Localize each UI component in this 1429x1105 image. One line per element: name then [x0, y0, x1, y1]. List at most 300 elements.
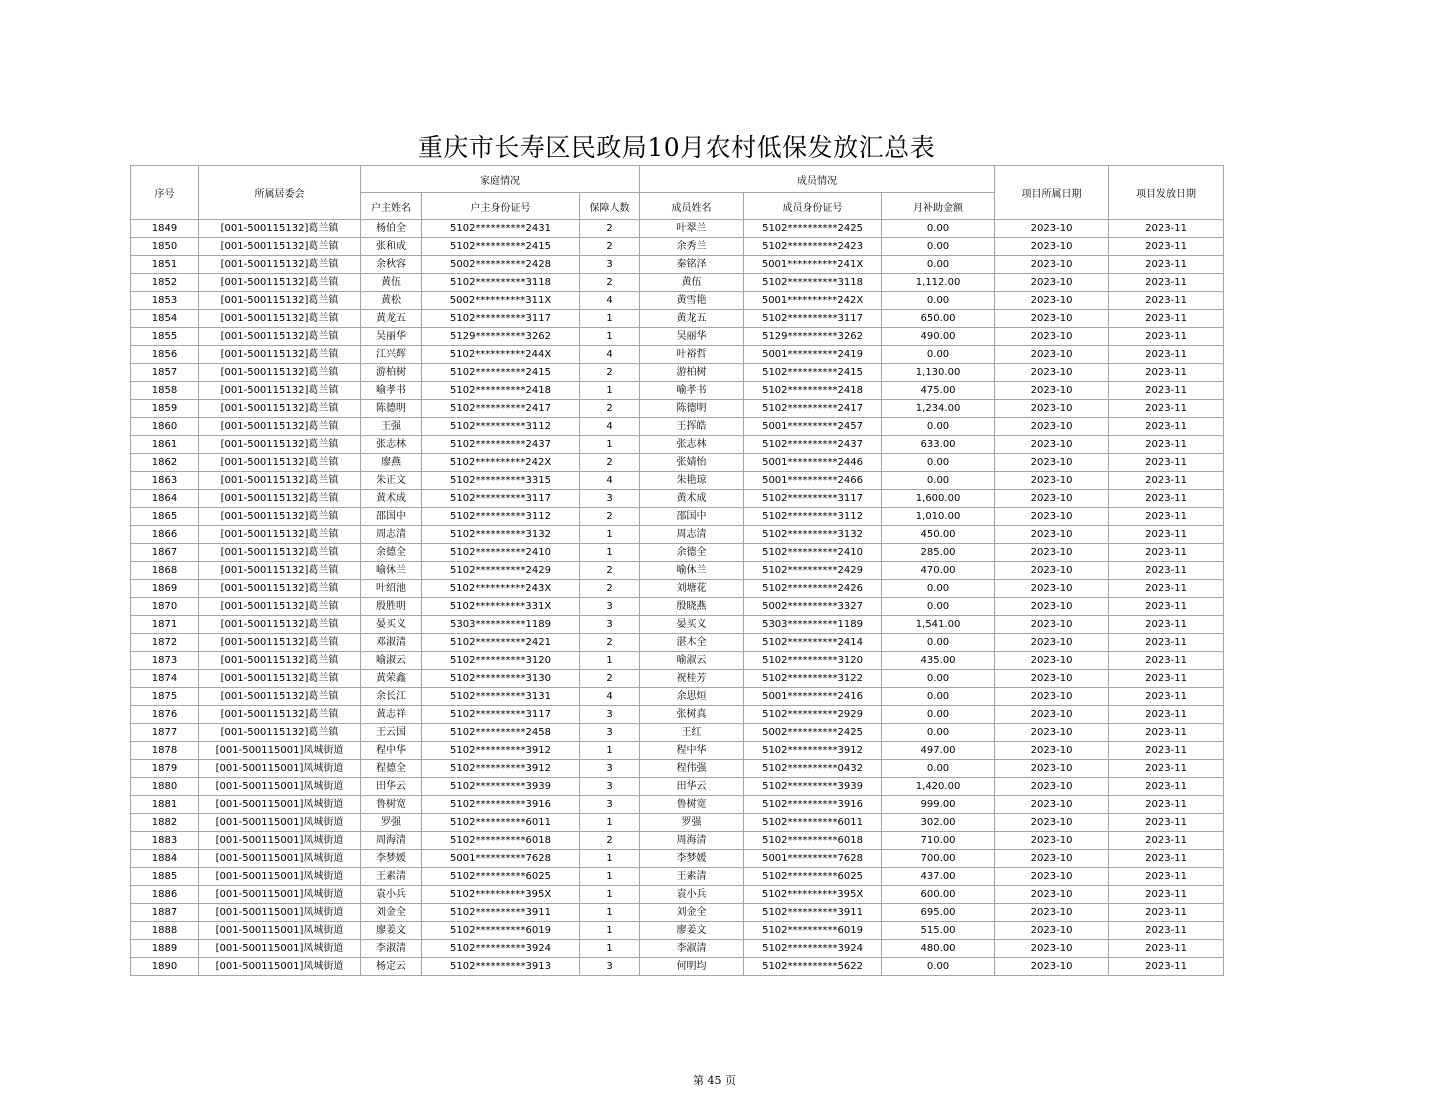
allowance-summary-table: [130, 165, 1224, 976]
header-project-date: 项目所属日期: [995, 166, 1109, 220]
count-cell: 1: [580, 436, 640, 454]
table-row: [131, 958, 1224, 976]
header-member-group: 成员情况: [640, 166, 995, 193]
amount-cell: 285.00: [882, 544, 995, 562]
member-name-cell: 张婧怡: [640, 454, 744, 472]
seq-cell: 1881: [131, 796, 199, 814]
amount-cell: 1,130.00: [882, 364, 995, 382]
member-name-cell: 廖姜文: [640, 922, 744, 940]
table-row: [131, 400, 1224, 418]
count-cell: 2: [580, 364, 640, 382]
seq-cell: 1855: [131, 328, 199, 346]
count-cell: 4: [580, 292, 640, 310]
seq-cell: 1866: [131, 526, 199, 544]
issue-date-cell: 2023-11: [1109, 400, 1224, 418]
head-id-cell: 5102**********6011: [422, 814, 580, 832]
project-date-cell: 2023-10: [995, 922, 1109, 940]
head-name-cell: 刘金全: [361, 904, 422, 922]
project-date-cell: 2023-10: [995, 544, 1109, 562]
member-id-cell: 5102**********3939: [744, 778, 882, 796]
head-id-cell: 5102**********3131: [422, 688, 580, 706]
member-name-cell: 张树真: [640, 706, 744, 724]
member-id-cell: 5102**********2437: [744, 436, 882, 454]
member-id-cell: 5102**********2415: [744, 364, 882, 382]
project-date-cell: 2023-10: [995, 652, 1109, 670]
amount-cell: 650.00: [882, 310, 995, 328]
table-row: [131, 292, 1224, 310]
member-name-cell: 吴丽华: [640, 328, 744, 346]
head-id-cell: 5102**********2431: [422, 220, 580, 238]
table-row: [131, 526, 1224, 544]
project-date-cell: 2023-10: [995, 778, 1109, 796]
issue-date-cell: 2023-11: [1109, 598, 1224, 616]
head-name-cell: 王强: [361, 418, 422, 436]
count-cell: 1: [580, 868, 640, 886]
member-id-cell: 5102**********3132: [744, 526, 882, 544]
committee-cell: [001-500115132]葛兰镇: [199, 238, 361, 256]
member-id-cell: 5001**********2466: [744, 472, 882, 490]
count-cell: 1: [580, 850, 640, 868]
head-name-cell: 袁小兵: [361, 886, 422, 904]
count-cell: 4: [580, 688, 640, 706]
head-id-cell: 5102**********3117: [422, 490, 580, 508]
head-id-cell: 5102**********2415: [422, 238, 580, 256]
head-id-cell: 5129**********3262: [422, 328, 580, 346]
issue-date-cell: 2023-11: [1109, 382, 1224, 400]
head-name-cell: 罗强: [361, 814, 422, 832]
project-date-cell: 2023-10: [995, 418, 1109, 436]
project-date-cell: 2023-10: [995, 958, 1109, 976]
table-row: [131, 436, 1224, 454]
committee-cell: [001-500115132]葛兰镇: [199, 220, 361, 238]
member-id-cell: 5102**********2410: [744, 544, 882, 562]
issue-date-cell: 2023-11: [1109, 940, 1224, 958]
head-name-cell: 余长江: [361, 688, 422, 706]
head-name-cell: 游柏树: [361, 364, 422, 382]
issue-date-cell: 2023-11: [1109, 814, 1224, 832]
page-number: 第 45 页: [693, 1074, 736, 1087]
amount-cell: 0.00: [882, 706, 995, 724]
member-name-cell: 王挥皓: [640, 418, 744, 436]
count-cell: 2: [580, 238, 640, 256]
count-cell: 1: [580, 922, 640, 940]
head-name-cell: 张和成: [361, 238, 422, 256]
head-id-cell: 5102**********3916: [422, 796, 580, 814]
table-row: [131, 868, 1224, 886]
committee-cell: [001-500115001]凤城街道: [199, 850, 361, 868]
amount-cell: 0.00: [882, 238, 995, 256]
head-id-cell: 5002**********2428: [422, 256, 580, 274]
member-name-cell: 陈德明: [640, 400, 744, 418]
header-member-id: 成员身份证号: [744, 193, 882, 220]
header-head-name: 户主姓名: [361, 193, 422, 220]
header-issue-date: 项目发放日期: [1109, 166, 1224, 220]
amount-cell: 302.00: [882, 814, 995, 832]
table-row: [131, 544, 1224, 562]
project-date-cell: 2023-10: [995, 814, 1109, 832]
member-id-cell: 5001**********2446: [744, 454, 882, 472]
seq-cell: 1863: [131, 472, 199, 490]
table-row: [131, 274, 1224, 292]
head-id-cell: 5102**********243X: [422, 580, 580, 598]
member-name-cell: 余秀兰: [640, 238, 744, 256]
seq-cell: 1878: [131, 742, 199, 760]
member-id-cell: 5102**********3912: [744, 742, 882, 760]
project-date-cell: 2023-10: [995, 274, 1109, 292]
count-cell: 3: [580, 760, 640, 778]
issue-date-cell: 2023-11: [1109, 796, 1224, 814]
head-id-cell: 5102**********2421: [422, 634, 580, 652]
head-id-cell: 5102**********395X: [422, 886, 580, 904]
committee-cell: [001-500115132]葛兰镇: [199, 346, 361, 364]
amount-cell: 0.00: [882, 454, 995, 472]
member-name-cell: 何明均: [640, 958, 744, 976]
member-name-cell: 喻孝书: [640, 382, 744, 400]
head-name-cell: 余秋容: [361, 256, 422, 274]
seq-cell: 1851: [131, 256, 199, 274]
member-name-cell: 黄伍: [640, 274, 744, 292]
head-id-cell: 5102**********3112: [422, 418, 580, 436]
amount-cell: 0.00: [882, 580, 995, 598]
amount-cell: 1,541.00: [882, 616, 995, 634]
member-name-cell: 张志林: [640, 436, 744, 454]
member-name-cell: 余思烜: [640, 688, 744, 706]
committee-cell: [001-500115001]凤城街道: [199, 868, 361, 886]
head-id-cell: 5102**********3912: [422, 742, 580, 760]
member-id-cell: 5001**********2457: [744, 418, 882, 436]
project-date-cell: 2023-10: [995, 706, 1109, 724]
committee-cell: [001-500115132]葛兰镇: [199, 274, 361, 292]
committee-cell: [001-500115132]葛兰镇: [199, 508, 361, 526]
seq-cell: 1856: [131, 346, 199, 364]
count-cell: 1: [580, 940, 640, 958]
committee-cell: [001-500115132]葛兰镇: [199, 310, 361, 328]
issue-date-cell: 2023-11: [1109, 292, 1224, 310]
issue-date-cell: 2023-11: [1109, 634, 1224, 652]
member-name-cell: 李梦媛: [640, 850, 744, 868]
head-id-cell: 5102**********3112: [422, 508, 580, 526]
count-cell: 1: [580, 382, 640, 400]
issue-date-cell: 2023-11: [1109, 562, 1224, 580]
project-date-cell: 2023-10: [995, 490, 1109, 508]
issue-date-cell: 2023-11: [1109, 904, 1224, 922]
amount-cell: 1,112.00: [882, 274, 995, 292]
head-id-cell: 5102**********3924: [422, 940, 580, 958]
committee-cell: [001-500115132]葛兰镇: [199, 328, 361, 346]
member-id-cell: 5102**********395X: [744, 886, 882, 904]
head-id-cell: 5102**********6019: [422, 922, 580, 940]
head-name-cell: 喻孝书: [361, 382, 422, 400]
head-name-cell: 王云国: [361, 724, 422, 742]
table-row: [131, 706, 1224, 724]
member-name-cell: 罗强: [640, 814, 744, 832]
member-id-cell: 5001**********241X: [744, 256, 882, 274]
project-date-cell: 2023-10: [995, 508, 1109, 526]
amount-cell: 0.00: [882, 220, 995, 238]
head-id-cell: 5102**********6025: [422, 868, 580, 886]
issue-date-cell: 2023-11: [1109, 688, 1224, 706]
count-cell: 3: [580, 778, 640, 796]
member-name-cell: 湛木全: [640, 634, 744, 652]
amount-cell: 0.00: [882, 760, 995, 778]
project-date-cell: 2023-10: [995, 220, 1109, 238]
project-date-cell: 2023-10: [995, 400, 1109, 418]
committee-cell: [001-500115132]葛兰镇: [199, 706, 361, 724]
count-cell: 3: [580, 958, 640, 976]
head-id-cell: 5102**********3939: [422, 778, 580, 796]
committee-cell: [001-500115132]葛兰镇: [199, 436, 361, 454]
issue-date-cell: 2023-11: [1109, 472, 1224, 490]
head-name-cell: 叶绍池: [361, 580, 422, 598]
table-row: [131, 742, 1224, 760]
head-name-cell: 江兴辉: [361, 346, 422, 364]
seq-cell: 1870: [131, 598, 199, 616]
member-name-cell: 周志清: [640, 526, 744, 544]
seq-cell: 1865: [131, 508, 199, 526]
issue-date-cell: 2023-11: [1109, 256, 1224, 274]
issue-date-cell: 2023-11: [1109, 868, 1224, 886]
member-id-cell: 5102**********3916: [744, 796, 882, 814]
count-cell: 3: [580, 724, 640, 742]
committee-cell: [001-500115132]葛兰镇: [199, 526, 361, 544]
issue-date-cell: 2023-11: [1109, 652, 1224, 670]
table-row: [131, 364, 1224, 382]
member-name-cell: 游柏树: [640, 364, 744, 382]
member-name-cell: 鲁树宽: [640, 796, 744, 814]
head-id-cell: 5102**********2417: [422, 400, 580, 418]
committee-cell: [001-500115132]葛兰镇: [199, 256, 361, 274]
header-family-group: 家庭情况: [361, 166, 640, 193]
member-name-cell: 周海清: [640, 832, 744, 850]
project-date-cell: 2023-10: [995, 940, 1109, 958]
head-name-cell: 黄伍: [361, 274, 422, 292]
head-id-cell: 5102**********3315: [422, 472, 580, 490]
count-cell: 3: [580, 598, 640, 616]
amount-cell: 0.00: [882, 346, 995, 364]
member-id-cell: 5102**********3118: [744, 274, 882, 292]
head-name-cell: 黄龙五: [361, 310, 422, 328]
committee-cell: [001-500115001]凤城街道: [199, 778, 361, 796]
head-name-cell: 李淑清: [361, 940, 422, 958]
issue-date-cell: 2023-11: [1109, 544, 1224, 562]
count-cell: 2: [580, 454, 640, 472]
issue-date-cell: 2023-11: [1109, 958, 1224, 976]
committee-cell: [001-500115132]葛兰镇: [199, 292, 361, 310]
issue-date-cell: 2023-11: [1109, 328, 1224, 346]
count-cell: 1: [580, 328, 640, 346]
head-id-cell: 5303**********1189: [422, 616, 580, 634]
member-id-cell: 5102**********2429: [744, 562, 882, 580]
head-name-cell: 邵国中: [361, 508, 422, 526]
table-row: [131, 796, 1224, 814]
member-name-cell: 喻休兰: [640, 562, 744, 580]
issue-date-cell: 2023-11: [1109, 724, 1224, 742]
member-name-cell: 黄术成: [640, 490, 744, 508]
project-date-cell: 2023-10: [995, 436, 1109, 454]
project-date-cell: 2023-10: [995, 598, 1109, 616]
member-name-cell: 刘金全: [640, 904, 744, 922]
table-row: [131, 562, 1224, 580]
issue-date-cell: 2023-11: [1109, 922, 1224, 940]
member-name-cell: 秦铭泽: [640, 256, 744, 274]
head-name-cell: 黄荣鑫: [361, 670, 422, 688]
project-date-cell: 2023-10: [995, 724, 1109, 742]
committee-cell: [001-500115132]葛兰镇: [199, 724, 361, 742]
count-cell: 1: [580, 310, 640, 328]
amount-cell: 600.00: [882, 886, 995, 904]
seq-cell: 1872: [131, 634, 199, 652]
member-id-cell: 5102**********2417: [744, 400, 882, 418]
seq-cell: 1849: [131, 220, 199, 238]
member-id-cell: 5102**********2414: [744, 634, 882, 652]
member-id-cell: 5102**********6018: [744, 832, 882, 850]
head-id-cell: 5102**********244X: [422, 346, 580, 364]
amount-cell: 0.00: [882, 724, 995, 742]
head-id-cell: 5102**********3130: [422, 670, 580, 688]
table-row: [131, 814, 1224, 832]
head-id-cell: 5102**********3132: [422, 526, 580, 544]
issue-date-cell: 2023-11: [1109, 418, 1224, 436]
seq-cell: 1887: [131, 904, 199, 922]
head-name-cell: 田华云: [361, 778, 422, 796]
count-cell: 2: [580, 220, 640, 238]
committee-cell: [001-500115132]葛兰镇: [199, 400, 361, 418]
table-row: [131, 634, 1224, 652]
project-date-cell: 2023-10: [995, 634, 1109, 652]
seq-cell: 1859: [131, 400, 199, 418]
head-id-cell: 5001**********7628: [422, 850, 580, 868]
seq-cell: 1852: [131, 274, 199, 292]
seq-cell: 1867: [131, 544, 199, 562]
member-id-cell: 5102**********2929: [744, 706, 882, 724]
table-header: [131, 166, 1224, 220]
head-name-cell: 程中华: [361, 742, 422, 760]
seq-cell: 1854: [131, 310, 199, 328]
member-id-cell: 5002**********3327: [744, 598, 882, 616]
committee-cell: [001-500115132]葛兰镇: [199, 562, 361, 580]
issue-date-cell: 2023-11: [1109, 886, 1224, 904]
project-date-cell: 2023-10: [995, 904, 1109, 922]
committee-cell: [001-500115132]葛兰镇: [199, 454, 361, 472]
member-name-cell: 殷晓燕: [640, 598, 744, 616]
amount-cell: 0.00: [882, 292, 995, 310]
head-name-cell: 黄志祥: [361, 706, 422, 724]
head-name-cell: 邓淑清: [361, 634, 422, 652]
member-name-cell: 余德全: [640, 544, 744, 562]
issue-date-cell: 2023-11: [1109, 346, 1224, 364]
committee-cell: [001-500115132]葛兰镇: [199, 634, 361, 652]
head-name-cell: 廖燕: [361, 454, 422, 472]
count-cell: 2: [580, 670, 640, 688]
table-row: [131, 886, 1224, 904]
amount-cell: 437.00: [882, 868, 995, 886]
member-id-cell: 5102**********3112: [744, 508, 882, 526]
amount-cell: 1,234.00: [882, 400, 995, 418]
member-id-cell: 5102**********3120: [744, 652, 882, 670]
project-date-cell: 2023-10: [995, 328, 1109, 346]
table-row: [131, 382, 1224, 400]
member-name-cell: 黄雪艳: [640, 292, 744, 310]
issue-date-cell: 2023-11: [1109, 670, 1224, 688]
project-date-cell: 2023-10: [995, 364, 1109, 382]
project-date-cell: 2023-10: [995, 238, 1109, 256]
issue-date-cell: 2023-11: [1109, 310, 1224, 328]
count-cell: 4: [580, 418, 640, 436]
member-name-cell: 喻淑云: [640, 652, 744, 670]
table-row: [131, 580, 1224, 598]
member-name-cell: 朱艳琼: [640, 472, 744, 490]
head-id-cell: 5102**********2429: [422, 562, 580, 580]
seq-cell: 1871: [131, 616, 199, 634]
count-cell: 2: [580, 274, 640, 292]
count-cell: 3: [580, 706, 640, 724]
head-id-cell: 5102**********6018: [422, 832, 580, 850]
issue-date-cell: 2023-11: [1109, 832, 1224, 850]
amount-cell: 0.00: [882, 688, 995, 706]
member-name-cell: 黄龙五: [640, 310, 744, 328]
head-name-cell: 黄松: [361, 292, 422, 310]
count-cell: 2: [580, 562, 640, 580]
seq-cell: 1861: [131, 436, 199, 454]
seq-cell: 1876: [131, 706, 199, 724]
project-date-cell: 2023-10: [995, 796, 1109, 814]
amount-cell: 470.00: [882, 562, 995, 580]
table-row: [131, 418, 1224, 436]
committee-cell: [001-500115132]葛兰镇: [199, 544, 361, 562]
head-name-cell: 张志林: [361, 436, 422, 454]
table-row: [131, 904, 1224, 922]
table-row: [131, 652, 1224, 670]
project-date-cell: 2023-10: [995, 670, 1109, 688]
member-id-cell: 5102**********3122: [744, 670, 882, 688]
member-id-cell: 5102**********3117: [744, 490, 882, 508]
member-id-cell: 5102**********3117: [744, 310, 882, 328]
seq-cell: 1860: [131, 418, 199, 436]
amount-cell: 1,420.00: [882, 778, 995, 796]
seq-cell: 1862: [131, 454, 199, 472]
count-cell: 2: [580, 400, 640, 418]
count-cell: 3: [580, 796, 640, 814]
committee-cell: [001-500115001]凤城街道: [199, 832, 361, 850]
table-row: [131, 472, 1224, 490]
seq-cell: 1875: [131, 688, 199, 706]
committee-cell: [001-500115001]凤城街道: [199, 922, 361, 940]
table-row: [131, 328, 1224, 346]
count-cell: 2: [580, 580, 640, 598]
amount-cell: 0.00: [882, 670, 995, 688]
project-date-cell: 2023-10: [995, 742, 1109, 760]
header-count: 保障人数: [580, 193, 640, 220]
project-date-cell: 2023-10: [995, 382, 1109, 400]
member-id-cell: 5102**********5622: [744, 958, 882, 976]
project-date-cell: 2023-10: [995, 868, 1109, 886]
count-cell: 1: [580, 544, 640, 562]
table-row: [131, 454, 1224, 472]
amount-cell: 1,010.00: [882, 508, 995, 526]
issue-date-cell: 2023-11: [1109, 580, 1224, 598]
head-id-cell: 5002**********311X: [422, 292, 580, 310]
member-name-cell: 王素清: [640, 868, 744, 886]
issue-date-cell: 2023-11: [1109, 454, 1224, 472]
table-row: [131, 238, 1224, 256]
committee-cell: [001-500115001]凤城街道: [199, 958, 361, 976]
project-date-cell: 2023-10: [995, 526, 1109, 544]
project-date-cell: 2023-10: [995, 346, 1109, 364]
committee-cell: [001-500115132]葛兰镇: [199, 382, 361, 400]
table-row: [131, 724, 1224, 742]
table-row: [131, 778, 1224, 796]
count-cell: 1: [580, 886, 640, 904]
